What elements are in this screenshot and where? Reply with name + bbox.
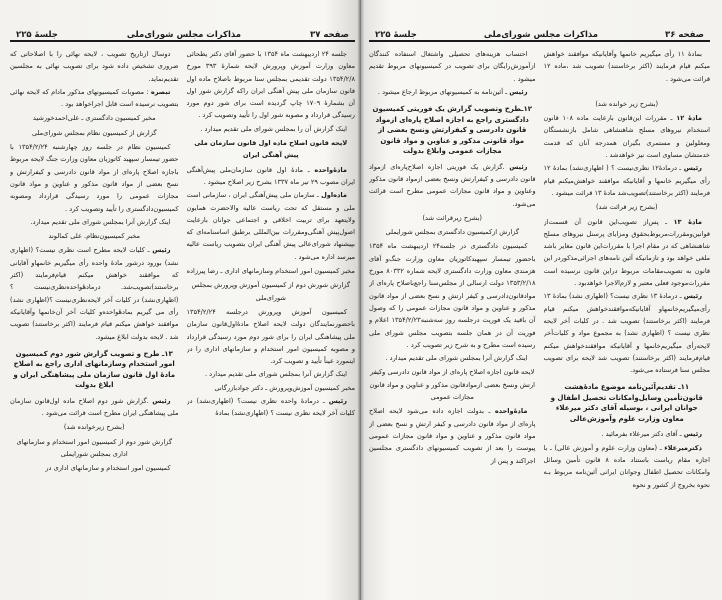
paragraph xyxy=(369,405,536,466)
paragraph xyxy=(187,189,356,263)
speaker-label: دکترمیرعلاء xyxy=(664,443,702,452)
paragraph xyxy=(10,462,179,474)
text: مخبر کمیسیون‌نظام. علی کمالوند xyxy=(48,232,140,241)
text-column-right xyxy=(187,48,356,596)
paragraph xyxy=(187,123,356,135)
text: : مصوبات کمیسیونهای مذکور مادام که لایحه نهائی بتصویب نرسیده است قابل اجراخواهد بود . xyxy=(10,87,179,109)
text: .گزارش یک فوریتی اجازه اصلاح‌پاره‌ای ازمواد قانون دادرسی و کیفرارتش ونسخ بعضی ازمواد قانون مذکور وعناوین و مواد قانون مجازات عمومی مطرح است قرائت می‌شود. xyxy=(369,162,536,208)
text: ـ درمادهٔ۱۲ نظری‌نیست ؟ ( اظهاری‌نشد) بمادهٔ ۱۲ رأی میگیریم خانمها و آقایانیکه موافقند خواهش‌میکنم قیام فرمایند (اکثر برخاستند)تصویب‌شد مادهٔ ۱۳ قرائت میشود . xyxy=(543,164,710,197)
text: کمیسیون امور استخدام و سازمانهای اداری در xyxy=(45,464,171,473)
paragraph xyxy=(10,48,179,85)
text: مخبر کمیسیون آموزش‌وپرورش ـ دکتر جوادبازرگانی xyxy=(214,383,355,392)
caption-line xyxy=(10,127,179,139)
speaker-label: مادهٔ‌واحده xyxy=(494,407,528,416)
text: احتساب هزینه‌های تحصیلی واشتغال استفاده کنندگان ازآموزش‌رایگان برای تصویب در کمیسیونهای مربوط تقدیم میشود . xyxy=(369,50,536,83)
paragraph xyxy=(544,442,711,491)
page-header xyxy=(369,24,710,42)
text-column-left xyxy=(369,48,536,596)
speaker-label: رئیس xyxy=(683,164,702,173)
text: ـ آئین‌نامه به کمیسیونهای مربوط ارجاع میشود . xyxy=(377,87,508,96)
text: ـ کلیات لایحه مطرح است نظری نیست؟ (اظهاری نشد) بورود درشور مادهٔ واحده رأی میگیریم خانمهاو آقایانی که موافقند خواهش میکنم قیام‌فرمایند (اکثر برخاستند)تصویب‌شد. درمادهٔواحده‌نظری‌نیست ؟ (اظهاری‌نشد) در کلیات آخر لایحه‌نظری‌نیست ؟(اظهاری نشد) رأی می گیریم بمادهٔواحده‌و کلیات آخر آن‌خانمها وآقایانیکه موافقند خواهش میکنم قیام فرمایند (اکثر برخاستند) تصویب شد . لایحه بدولت ابلاغ میشود. xyxy=(10,246,179,341)
text: ۱۲ـطرح وتصویب گزارش یک فوریتی کمیسیون دادگستری راجع به اجازه اصلاح پاره‌ای ازمواد قانون دادرسی و کیفرارتش ونسخ بعضی از مواد قانونی مذکور و عناوین و مواد قانون مجازات عمومی وابلاغ بدولت xyxy=(372,105,532,156)
paragraph xyxy=(187,306,356,367)
speaker-label: رئیس xyxy=(152,396,171,405)
paragraph xyxy=(369,352,536,364)
speaker-label: رئیس xyxy=(509,87,528,96)
speaker-label: رئیس xyxy=(683,292,702,301)
paragraph xyxy=(544,290,711,376)
text: اینک گزارش آنرا بمجلس شورای ملی تقدیم میدارد . xyxy=(204,370,347,379)
text: لایحه قانون اصلاح ماده اول قانون سازمان ملی پیش آهنگی ایران xyxy=(194,139,348,160)
paragraph xyxy=(10,141,179,215)
session-number: جلسهٔ ۲۲۵ xyxy=(375,30,417,40)
text: گزارش شورش دوم از کمیسیون آموزش وپرورش بمجلس شورای‌ملی xyxy=(191,281,351,302)
caption-line xyxy=(369,366,536,403)
paragraph xyxy=(369,161,536,210)
caption-line xyxy=(187,265,356,277)
text: مخبر کمیسیون دادگستری ـ علی‌احمدخورشید xyxy=(32,114,156,123)
section-heading xyxy=(371,104,534,157)
text: لایحه قانون اجازه اصلاح پاره‌ای از مواد قانون دادرسی وکیفر ارتش ونسخ بعضی ازموادقانون مذکور و عناوین و مواد قانون مجازات عمومی xyxy=(369,368,535,402)
text: اینک گزارش آنرا بمجلس شورای ملی تقدیم میدارد. xyxy=(30,217,171,226)
caption-line xyxy=(10,436,179,461)
text: (بشرح زیر خوانده شد) xyxy=(595,99,659,108)
text: .گزارش شور دوم اصلاح ماده اول‌قانون سازمان ملی پیشاهنگی ایران مطرح است قرائت می‌شود . xyxy=(10,396,179,418)
text: جلسه ۲۴ اردیبهشت ماه ۱۳۵۴ با حضور آقای دکتر یطحائی معاون وزارت آموزش وپرورش لایحه شمارهٔ ۳۹۳ مورخ ۱۳۵۴/۲/۸ دولت تقدیمی بمجلس سنا مربوط باصلاح ماده اول قانون سازمان ملی پیش آهنگی ایران راکه گزارش شور اول آن بشمارهٔ ۱۷۰۹ چاپ گردیده است برای شور دوم مورد رسیدگی قرارداد و مصوبه شور اول را تأیید وتصویب کرد . xyxy=(186,50,355,120)
speaker-label: رئیس xyxy=(509,162,528,171)
text: گزارش از کمیسیون نظام بمجلس شورای‌ملی xyxy=(31,128,157,137)
paragraph xyxy=(187,164,356,189)
text: مخبر کمیسیون امور استخدام وسازمانهای اداری ـ رضا پیرزاده xyxy=(186,267,355,276)
publication-title: مذاکرات مجلس شورای‌ملی xyxy=(126,30,242,40)
paragraph xyxy=(10,86,179,111)
paragraph xyxy=(544,216,711,290)
text: ـ سازمان ملی پیش‌آهنگی ایران ، سازمانی است ملی و مستقل که تحت ریاست عالیه والاحضرت همایون ولایتعهد برای تربیت اخلاقی و اجتماعی جوانان بارعایت اصول‌پیش آهنگی‌ومقررات بین‌المللی برطبق اساسنامه‌ای که بپیشنهاد شورای‌عالی پیش آهنگی ایران بتصویب ریاست عالیه میرسد اداره می‌شود . xyxy=(186,191,355,261)
caption-line xyxy=(10,421,179,433)
speaker-label: ماده‌اول xyxy=(321,191,347,200)
paragraph xyxy=(544,162,711,199)
paragraph xyxy=(369,240,536,351)
text: (بشرح زیرخوانده شد) xyxy=(63,423,125,432)
page-36 xyxy=(361,0,722,600)
caption-line xyxy=(544,98,711,110)
text: اینک گزارش آن را بمجلس شورای ملی تقدیم میدارد . xyxy=(200,124,347,133)
caption-line xyxy=(10,230,179,242)
speaker-label: رئیس xyxy=(328,397,347,406)
section-heading xyxy=(12,349,177,391)
text: دوسال ازتاریخ تصویب ، لایحه نهائی را با اصلاحاتی که ضروری تشخیص داده شود برای تصویب نهائی به مجلسین تقدیم‌نماید. xyxy=(10,50,179,83)
paragraph xyxy=(187,395,356,420)
paragraph xyxy=(10,216,179,228)
text: (بشرح زیر قرائت شد) xyxy=(595,203,658,212)
spacer xyxy=(544,86,711,96)
text: ۱۳ـ طرح و تصویب گزارش شور دوم کمیسیون امور استخدام وسازمانهای اداری راجع به اصلاح مادهٔ اول قانون سازمان ملی پیشاهنگی ایران و ابلاغ بدولت xyxy=(13,349,176,390)
paragraph xyxy=(10,395,179,420)
caption-line xyxy=(187,279,356,304)
text: (بشرح زیرقرائت شد) xyxy=(422,213,483,222)
session-number: جلسهٔ ۲۲۵ xyxy=(16,30,58,40)
text: کمیسیون دادگستری در جلسه۲۴ اردیبهشت ماه ۱۳۵۴ باحضور تیمسار سپهبدکاتوزیان معاون وزارت جنگ‌و آقای هزمندی معاون وزارت دادگستری لایحه شماره ۸۰۳۳۲ مورخ ۱۳۵۳/۲/۱۸ دولت ارسالی از مجلس‌سنا راجع‌باصلاح پاره‌ای از موادقانون‌دادرسی و کیفر ارتش و نسخ بعضی از مواد قانون مذکور و عناوین و مواد قانون مجازات عمومی را که وصول آن باقید یک فوریت درجلسه روز سه‌شنبه۱۳۵۴/۲/۲۳ اعلام و فوریت آن در همان جلسه بتصویب مجلس شورای ملی رسیده است مطرح و به شرح زیر تصویب کرد . xyxy=(369,242,536,349)
speaker-label: مادهٔ ۱۳ xyxy=(673,217,702,226)
page-number: صفحه ۳۷ xyxy=(310,30,349,40)
paragraph xyxy=(369,86,536,98)
text: گزارش شور دوم از کمیسیون امور استخدام و سازمانهای اداری بمجلس شورایملی xyxy=(16,437,172,459)
caption-line xyxy=(544,201,711,213)
text-column-right xyxy=(544,48,711,596)
paragraph xyxy=(544,48,711,85)
paragraph xyxy=(544,112,711,161)
speaker-label: تبصره xyxy=(150,87,171,96)
publication-title: مذاکرات مجلس شورای‌ملی xyxy=(483,30,599,40)
text: ـ پس‌از تصویب‌این قانون آن قسمت‌از قوانین‌ومقررات‌مربوط‌بحقوق ومزایای پرسنل نیروهای مسلح شاهنشاهی که در مقام اجرا با مقررات‌این قانون مغایر باشد ملغی خواهد بود و تازمانیکه آئین نامه‌های اجرائی‌مذکوردر این قانون به تصویب‌مقامات مربوط دراین قانون نرسیده است مقررات‌موجود فعلی معتبر و لازم‌الاجرا خواهدبود . xyxy=(543,217,710,288)
text: ـ بدولت اجازه داده می‌شود لایحه اصلاح پاره‌ای از مواد قانون دادرسی و کیفر ارتش و نسخ بعضی از مواد قانون مذکور و عناوین و مواد قانون مجازات عمومی پیوست را بعد از تصویب کمیسیونهای دادگستری مجلسین اجراکند و پس از xyxy=(369,407,536,465)
paragraph xyxy=(187,368,356,380)
text: کمیسیون آموزش وپرورش درجلسه ۱۳۵۴/۲/۲۴ باحضورنمایندگان دولت لایحه اصلاح مادهٔ‌اول‌قانون سازمان ملی پیشاهنگی ایران را برای شور دوم مورد رسیدگی قرارداد و مصوبه کمیسیون امور استخدام و سازمانهای اداری را در اینمورد عیناً تأیید و تصویب کرد. xyxy=(186,307,355,366)
text: ـ درمادهٔ واحده نظری نیست؟ (اظهاری‌نشد) در کلیات آخر لایحه نظری نیست ؟ (اظهاری‌نشد) بمادهٔ xyxy=(186,397,355,418)
text: ـ آقای دکتر میرعلاء بفرمائید . xyxy=(601,430,682,439)
caption-line xyxy=(187,137,356,162)
text: گزارش ازکمیسیون دادگستری بمجلس شورایملی xyxy=(385,228,520,237)
text: اینک گزارش آنرا بمجلس شورای ملی تقدیم میدارد . xyxy=(385,354,528,363)
paragraph xyxy=(187,48,356,122)
text: ـ مادهٔ اول قانون سازمان‌ملی پیش‌آهنگی ایران مصوب ۲۹ تیر ماه ۱۳۳۷ بشرح زیر اصلاح میشود . xyxy=(186,165,355,186)
caption-line xyxy=(10,112,179,124)
speaker-label: مادهٔ ۱۲ xyxy=(676,114,702,123)
caption-line xyxy=(187,382,356,394)
speaker-label: رئیس xyxy=(152,246,171,255)
page-number: صفحه ۳۶ xyxy=(665,30,704,40)
text: ـ درمادهٔ ۱۳ نظری نیست؟ (اظهاری نشد) بمادهٔ ۱۳ رأی‌میگیریم‌خانمهاو آقایانیکه‌موافقندخواهش میکنم قیام فرمایند (اکثر برخاستند) تصویب شد . در کلیات آخر لایحه نظری نیست ؟ (اظهاری نشد) به مجموع مواد و کلیات‌آخر لایحه‌رأی میگیریم‌خانمها و آقایانیکه موافقندخواهش میکنم قیام‌فرمایند (اکثر برخاستند) تصویب شد لایحه برای تصویب مجلس سنا فرستاده می‌شود. xyxy=(543,292,710,375)
paragraph xyxy=(10,244,179,342)
text: بمادهٔ ۱۱ رأی میگیریم خانمها وآقایانیکه موافقند خواهش میکنم قیام فرمایند (اکثر برخاستند) تصویب شد ،ماده ۱۲ قرائت می‌شود . xyxy=(543,50,710,83)
text: ـ مقررات این‌قانون بارعایت ماده ۱۰۸ قانون استخدام نیروهای مسلح شاهنشاهی شامل بازنشستگان ومعلولین و مستمری بگیران همدرجه آنان که قدمت خدمتشان مساوی است نیز خواهدشد . xyxy=(543,114,710,160)
text: کمیسیون نظام در جلسه روز چهارشنبه ۱۳۵۴/۲/۲۴ با حضور تیمسار سپهبد کاتوزیان معاون وزارت جنگ لایحه مربوط باجازه اصلاح پاره‌ای از مواد قانون دادرسی و کیفرارتش و نسخ بعضی از مواد قانون مذکور و عناوین و مواد قانون مجازات عمومی را مورد رسیدگی قرارداد ومصوبه کمیسیون‌دادگستری را تأیید وتصویب کرد . xyxy=(10,143,179,213)
text-column-left xyxy=(10,48,179,596)
speaker-label: رئیس xyxy=(683,430,702,439)
paragraph xyxy=(369,48,536,85)
caption-line xyxy=(369,226,536,238)
paragraph xyxy=(544,428,711,440)
caption-line xyxy=(369,212,536,224)
text: ـ (معاون وزارت علوم و آموزش عالی) ـ با اجازه مقام ریاست باستناد ماده ۸ قانون تأمین وسائل وامکانات تحصیل اطفال وجوانان ایرانی آئین‌نامه مربوط بـه نحوه بخروج از کشور و نحوه xyxy=(543,443,710,489)
page-header xyxy=(10,24,355,42)
section-heading xyxy=(546,382,709,424)
text: ۱۱ـ تقدیم‌آئین‌نامه موضوع مادهٔ‌هشت قانون‌تأمین وسایل‌وامکانات تحصیل اطفال و جوانان ایرانی ، بوسیله آقای دکتر میرعلاء معاون وزارت علوم وآموزش‌عالی xyxy=(550,383,703,423)
speaker-label: مادهٔ‌واحده xyxy=(314,165,347,174)
